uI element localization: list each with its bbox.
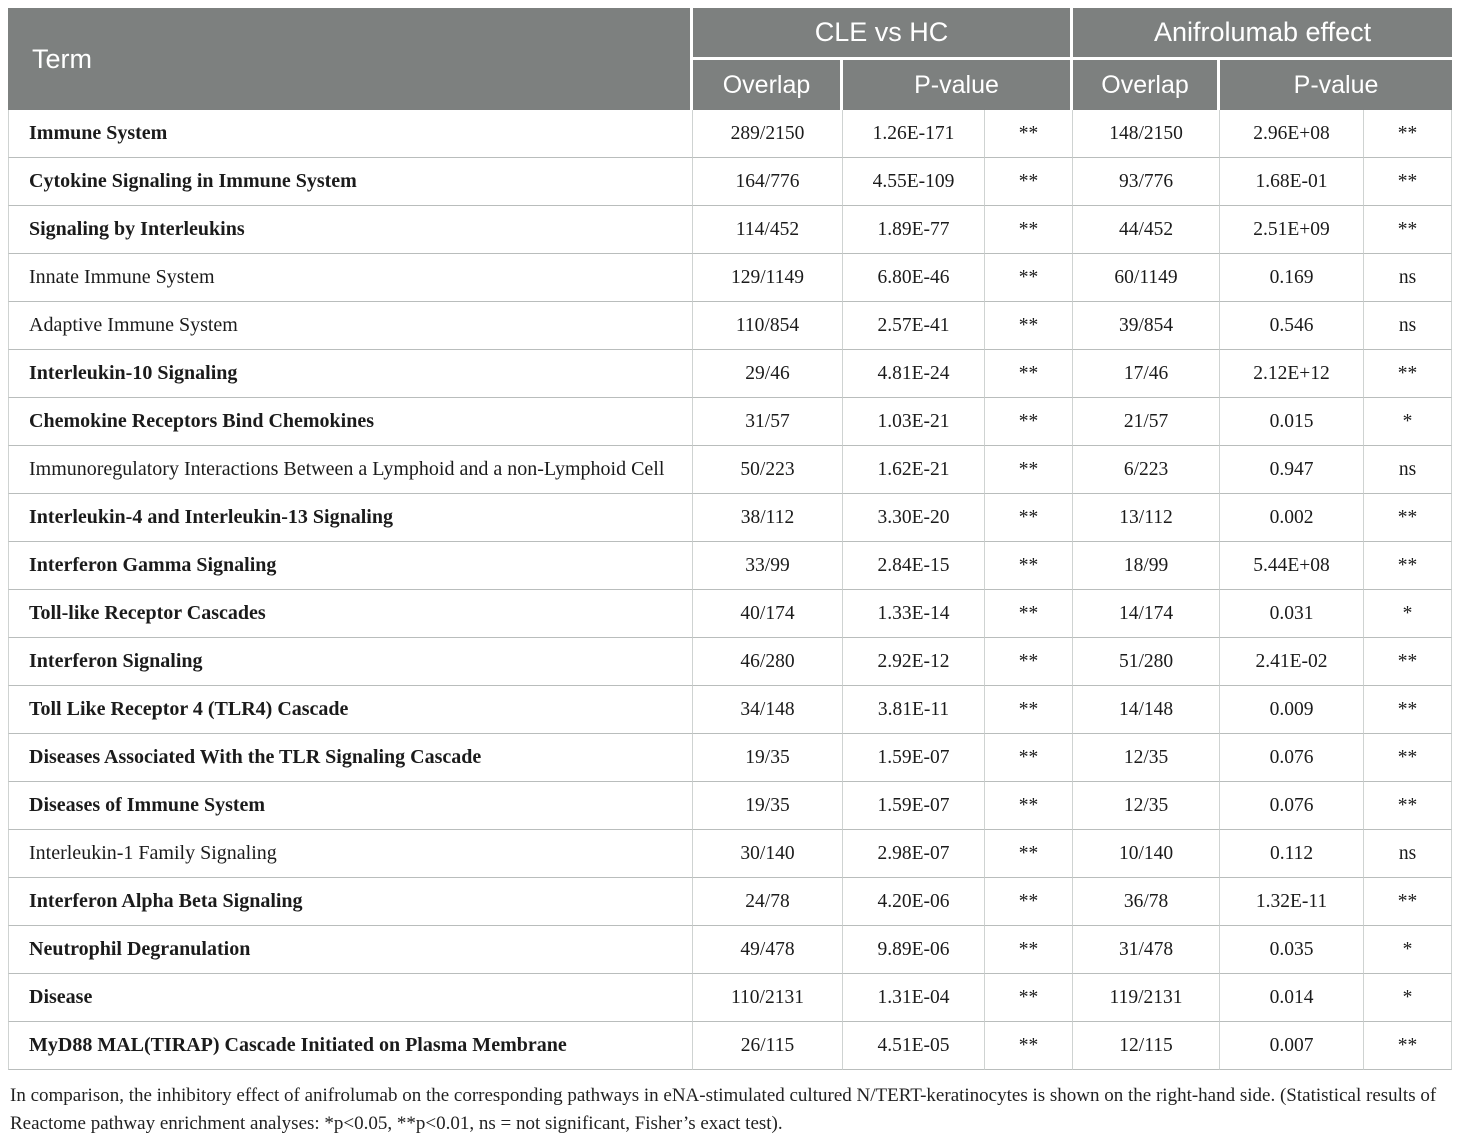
ani-overlap-column-header: Overlap	[1073, 60, 1220, 110]
table-row	[8, 686, 1452, 734]
ani-overlap-cell: 51/280	[1073, 638, 1220, 686]
ani-overlap-cell: 14/174	[1073, 590, 1220, 638]
cle-overlap-cell: 49/478	[693, 926, 843, 974]
ani-significance-cell: *	[1364, 926, 1452, 974]
cle-pvalue-cell: 1.59E-07	[843, 734, 985, 782]
table-row	[8, 542, 1452, 590]
cle-pvalue-cell: 4.51E-05	[843, 1022, 985, 1070]
ani-significance-cell: **	[1364, 878, 1452, 926]
cle-significance-cell: **	[985, 350, 1073, 398]
ani-overlap-cell: 93/776	[1073, 158, 1220, 206]
cle-significance-cell: **	[985, 206, 1073, 254]
ani-significance-cell: ns	[1364, 254, 1452, 302]
cle-overlap-cell: 110/2131	[693, 974, 843, 1022]
cle-significance-cell: **	[985, 830, 1073, 878]
table-row	[8, 158, 1452, 206]
ani-pvalue-cell: 0.076	[1220, 782, 1364, 830]
cle-significance-cell: **	[985, 878, 1073, 926]
cle-significance-cell: **	[985, 926, 1073, 974]
ani-pvalue-cell: 0.035	[1220, 926, 1364, 974]
term-cell: Interferon Signaling	[8, 638, 693, 686]
term-cell: Signaling by Interleukins	[8, 206, 693, 254]
ani-overlap-cell: 18/99	[1073, 542, 1220, 590]
term-cell: Interferon Alpha Beta Signaling	[8, 878, 693, 926]
cle-overlap-cell: 33/99	[693, 542, 843, 590]
cle-significance-cell: **	[985, 974, 1073, 1022]
cle-overlap-cell: 110/854	[693, 302, 843, 350]
ani-significance-cell: **	[1364, 206, 1452, 254]
cle-significance-cell: **	[985, 254, 1073, 302]
term-cell: Interleukin-10 Signaling	[8, 350, 693, 398]
term-cell: Chemokine Receptors Bind Chemokines	[8, 398, 693, 446]
table-row	[8, 254, 1452, 302]
cle-pvalue-cell: 1.89E-77	[843, 206, 985, 254]
ani-pvalue-cell: 1.68E-01	[1220, 158, 1364, 206]
ani-significance-cell: **	[1364, 734, 1452, 782]
ani-overlap-cell: 21/57	[1073, 398, 1220, 446]
ani-significance-cell: **	[1364, 110, 1452, 158]
cle-pvalue-cell: 6.80E-46	[843, 254, 985, 302]
term-cell: Innate Immune System	[8, 254, 693, 302]
term-cell: Immune System	[8, 110, 693, 158]
cle-pvalue-cell: 4.81E-24	[843, 350, 985, 398]
ani-significance-cell: **	[1364, 542, 1452, 590]
cle-pvalue-column-header: P-value	[843, 60, 1073, 110]
term-cell: Interleukin-4 and Interleukin-13 Signaling	[8, 494, 693, 542]
cle-significance-cell: **	[985, 1022, 1073, 1070]
term-cell: MyD88 MAL(TIRAP) Cascade Initiated on Plasma Membrane	[8, 1022, 693, 1070]
table-row	[8, 110, 1452, 158]
cle-significance-cell: **	[985, 734, 1073, 782]
cle-overlap-column-header: Overlap	[693, 60, 843, 110]
cle-overlap-cell: 31/57	[693, 398, 843, 446]
ani-overlap-cell: 44/452	[1073, 206, 1220, 254]
ani-pvalue-cell: 2.41E-02	[1220, 638, 1364, 686]
ani-pvalue-cell: 2.51E+09	[1220, 206, 1364, 254]
cle-pvalue-cell: 3.81E-11	[843, 686, 985, 734]
ani-significance-cell: *	[1364, 974, 1452, 1022]
cle-vs-hc-group-header: CLE vs HC	[693, 8, 1073, 60]
cle-pvalue-cell: 9.89E-06	[843, 926, 985, 974]
cle-significance-cell: **	[985, 302, 1073, 350]
ani-overlap-cell: 39/854	[1073, 302, 1220, 350]
cle-overlap-cell: 289/2150	[693, 110, 843, 158]
ani-overlap-cell: 6/223	[1073, 446, 1220, 494]
cle-pvalue-cell: 1.62E-21	[843, 446, 985, 494]
cle-pvalue-cell: 2.92E-12	[843, 638, 985, 686]
table-row	[8, 1022, 1452, 1070]
ani-overlap-cell: 13/112	[1073, 494, 1220, 542]
ani-pvalue-cell: 0.076	[1220, 734, 1364, 782]
ani-overlap-cell: 31/478	[1073, 926, 1220, 974]
cle-significance-cell: **	[985, 686, 1073, 734]
ani-significance-cell: *	[1364, 590, 1452, 638]
table-body	[8, 110, 1452, 1070]
cle-significance-cell: **	[985, 638, 1073, 686]
cle-significance-cell: **	[985, 494, 1073, 542]
table-header	[8, 8, 1452, 110]
cle-pvalue-cell: 4.20E-06	[843, 878, 985, 926]
table-row	[8, 878, 1452, 926]
table-row	[8, 782, 1452, 830]
term-cell: Adaptive Immune System	[8, 302, 693, 350]
cle-overlap-cell: 114/452	[693, 206, 843, 254]
ani-overlap-cell: 12/35	[1073, 782, 1220, 830]
ani-pvalue-cell: 1.32E-11	[1220, 878, 1364, 926]
table-row	[8, 206, 1452, 254]
ani-pvalue-cell: 0.031	[1220, 590, 1364, 638]
term-cell: Immunoregulatory Interactions Between a Lymphoid and a non-Lymphoid Cell	[8, 446, 693, 494]
cle-pvalue-cell: 3.30E-20	[843, 494, 985, 542]
term-cell: Diseases of Immune System	[8, 782, 693, 830]
cle-overlap-cell: 19/35	[693, 782, 843, 830]
cle-pvalue-cell: 2.98E-07	[843, 830, 985, 878]
term-cell: Neutrophil Degranulation	[8, 926, 693, 974]
cle-pvalue-cell: 1.33E-14	[843, 590, 985, 638]
ani-pvalue-cell: 0.002	[1220, 494, 1364, 542]
cle-overlap-cell: 19/35	[693, 734, 843, 782]
ani-pvalue-cell: 5.44E+08	[1220, 542, 1364, 590]
pathway-enrichment-table	[8, 8, 1452, 1070]
ani-significance-cell: **	[1364, 686, 1452, 734]
cle-pvalue-cell: 1.31E-04	[843, 974, 985, 1022]
table-row	[8, 302, 1452, 350]
cle-overlap-cell: 164/776	[693, 158, 843, 206]
ani-overlap-cell: 17/46	[1073, 350, 1220, 398]
cle-overlap-cell: 30/140	[693, 830, 843, 878]
cle-significance-cell: **	[985, 542, 1073, 590]
cle-significance-cell: **	[985, 590, 1073, 638]
table-row	[8, 926, 1452, 974]
table-row	[8, 350, 1452, 398]
term-cell: Cytokine Signaling in Immune System	[8, 158, 693, 206]
term-cell: Toll-like Receptor Cascades	[8, 590, 693, 638]
cle-pvalue-cell: 1.26E-171	[843, 110, 985, 158]
ani-pvalue-cell: 0.546	[1220, 302, 1364, 350]
cle-overlap-cell: 38/112	[693, 494, 843, 542]
cle-overlap-cell: 26/115	[693, 1022, 843, 1070]
ani-significance-cell: **	[1364, 494, 1452, 542]
table-row	[8, 830, 1452, 878]
cle-overlap-cell: 29/46	[693, 350, 843, 398]
cle-significance-cell: **	[985, 110, 1073, 158]
table-row	[8, 974, 1452, 1022]
table-row	[8, 398, 1452, 446]
cle-overlap-cell: 34/148	[693, 686, 843, 734]
cle-significance-cell: **	[985, 158, 1073, 206]
cle-pvalue-cell: 4.55E-109	[843, 158, 985, 206]
ani-overlap-cell: 12/115	[1073, 1022, 1220, 1070]
ani-pvalue-cell: 0.014	[1220, 974, 1364, 1022]
cle-pvalue-cell: 1.03E-21	[843, 398, 985, 446]
term-column-header: Term	[8, 8, 693, 110]
cle-pvalue-cell: 2.57E-41	[843, 302, 985, 350]
ani-significance-cell: ns	[1364, 302, 1452, 350]
ani-significance-cell: *	[1364, 398, 1452, 446]
ani-pvalue-column-header: P-value	[1220, 60, 1452, 110]
ani-significance-cell: **	[1364, 1022, 1452, 1070]
table-row	[8, 734, 1452, 782]
table-row	[8, 638, 1452, 686]
cle-overlap-cell: 46/280	[693, 638, 843, 686]
term-cell: Disease	[8, 974, 693, 1022]
term-cell: Interferon Gamma Signaling	[8, 542, 693, 590]
cle-significance-cell: **	[985, 782, 1073, 830]
ani-overlap-cell: 60/1149	[1073, 254, 1220, 302]
ani-significance-cell: ns	[1364, 446, 1452, 494]
ani-pvalue-cell: 0.009	[1220, 686, 1364, 734]
cle-overlap-cell: 40/174	[693, 590, 843, 638]
table-row	[8, 446, 1452, 494]
ani-overlap-cell: 36/78	[1073, 878, 1220, 926]
ani-overlap-cell: 10/140	[1073, 830, 1220, 878]
ani-pvalue-cell: 0.007	[1220, 1022, 1364, 1070]
term-cell: Diseases Associated With the TLR Signaling Cascade	[8, 734, 693, 782]
ani-overlap-cell: 148/2150	[1073, 110, 1220, 158]
term-cell: Toll Like Receptor 4 (TLR4) Cascade	[8, 686, 693, 734]
group-header-row	[8, 8, 1452, 60]
ani-pvalue-cell: 0.947	[1220, 446, 1364, 494]
ani-significance-cell: **	[1364, 638, 1452, 686]
ani-pvalue-cell: 0.169	[1220, 254, 1364, 302]
ani-overlap-cell: 14/148	[1073, 686, 1220, 734]
cle-pvalue-cell: 1.59E-07	[843, 782, 985, 830]
ani-overlap-cell: 12/35	[1073, 734, 1220, 782]
cle-significance-cell: **	[985, 446, 1073, 494]
anifrolumab-effect-group-header: Anifrolumab effect	[1073, 8, 1452, 60]
ani-pvalue-cell: 2.12E+12	[1220, 350, 1364, 398]
ani-pvalue-cell: 2.96E+08	[1220, 110, 1364, 158]
ani-significance-cell: **	[1364, 158, 1452, 206]
cle-overlap-cell: 129/1149	[693, 254, 843, 302]
table-row	[8, 590, 1452, 638]
ani-overlap-cell: 119/2131	[1073, 974, 1220, 1022]
ani-pvalue-cell: 0.112	[1220, 830, 1364, 878]
cle-pvalue-cell: 2.84E-15	[843, 542, 985, 590]
ani-significance-cell: **	[1364, 782, 1452, 830]
cle-overlap-cell: 24/78	[693, 878, 843, 926]
ani-significance-cell: ns	[1364, 830, 1452, 878]
table-row	[8, 494, 1452, 542]
cle-overlap-cell: 50/223	[693, 446, 843, 494]
table-footnote: In comparison, the inhibitory effect of anifrolumab on the corresponding pathways in eNA-stimulated cultured N/TERT-keratinocytes is shown on the right-hand side. (Statistical results of Reactome pathway enrichment analyses: *p<0.05, **p<0.01, ns = not significant, Fisher’s exact test).	[10, 1085, 1437, 1134]
ani-significance-cell: **	[1364, 350, 1452, 398]
term-cell: Interleukin-1 Family Signaling	[8, 830, 693, 878]
ani-pvalue-cell: 0.015	[1220, 398, 1364, 446]
cle-significance-cell: **	[985, 398, 1073, 446]
